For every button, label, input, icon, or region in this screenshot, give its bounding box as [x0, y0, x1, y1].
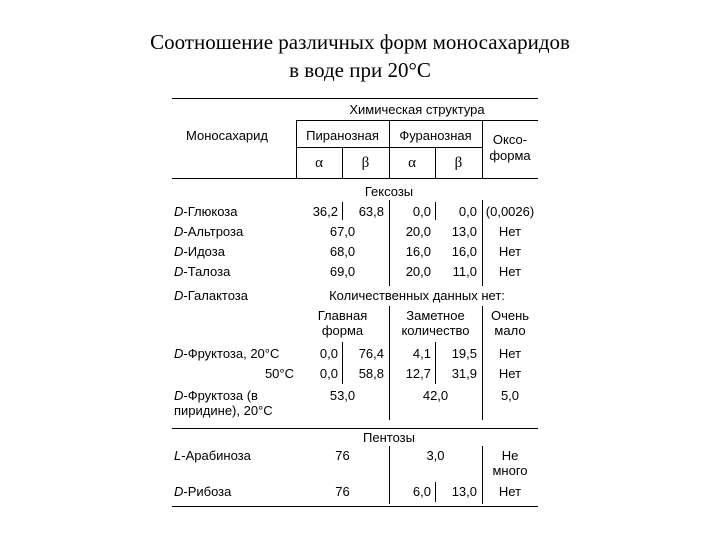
cell-fructose20-pyr-alpha: 0,0 — [319, 346, 338, 361]
cell-fructose20-fur-alpha: 4,1 — [412, 346, 431, 361]
row-arabinose-name: L-Арабиноза — [174, 448, 251, 463]
cell-fructose-pyr-oxo: 5,0 — [500, 388, 520, 403]
cell-fructose20-fur-beta: 19,5 — [451, 346, 477, 361]
cell-idose-fur-alpha: 16,0 — [405, 244, 431, 259]
header-furanose: Фуранозная — [399, 128, 472, 143]
row-ribose-name: D-Рибоза — [174, 484, 232, 499]
title-line-2: в воде при 20°С — [289, 58, 431, 82]
cell-fructose50-pyr-alpha: 0,0 — [319, 366, 338, 381]
header-pyr-alpha: α — [315, 155, 323, 171]
row-galactose-name: D-Галактоза — [174, 288, 248, 303]
header-fur-alpha: α — [408, 155, 416, 171]
row-fructose50-name: 50°С — [264, 366, 294, 381]
cell-glucose-fur-beta: 0,0 — [458, 204, 477, 219]
subheader-main-form-2: форма — [321, 323, 364, 338]
row-idose-name: D-Идоза — [174, 244, 225, 259]
row-talose-name: D-Талоза — [174, 264, 231, 279]
cell-arabinose-pyr: 76 — [335, 448, 350, 463]
row-fructose-pyr-name-2: пиридине), 20°С — [174, 403, 273, 418]
row-altrose-name: D-Альтроза — [174, 224, 244, 239]
cell-arabinose-oxo-2: много — [492, 463, 528, 478]
cell-glucose-fur-alpha: 0,0 — [412, 204, 431, 219]
cell-talose-pyr: 69,0 — [329, 264, 356, 279]
row-fructose-pyr-name-1: D-Фруктоза (в — [174, 388, 258, 403]
header-structure: Химическая структура — [349, 102, 485, 117]
section-pentoses: Пентозы — [363, 430, 415, 445]
cell-ribose-pyr: 76 — [335, 484, 350, 499]
cell-altrose-pyr: 67,0 — [329, 224, 356, 239]
cell-glucose-pyr-beta: 63,8 — [358, 204, 384, 219]
cell-talose-fur-alpha: 20,0 — [405, 264, 431, 279]
cell-fructose-pyr-fur: 42,0 — [422, 388, 449, 403]
header-oxo-line1: Оксо- — [492, 132, 528, 147]
cell-altrose-oxo: Нет — [498, 224, 522, 239]
cell-ribose-oxo: Нет — [498, 484, 522, 499]
cell-glucose-oxo: (0,0026) — [485, 204, 535, 219]
cell-glucose-pyr-alpha: 36,2 — [312, 204, 338, 219]
subheader-notable-1: Заметное — [406, 308, 465, 323]
cell-talose-oxo: Нет — [498, 264, 522, 279]
header-pyranose: Пиранозная — [306, 128, 379, 143]
title-line-1: Соотношение различных форм моносахаридов — [150, 30, 570, 54]
cell-fructose20-pyr-beta: 76,4 — [358, 346, 384, 361]
subheader-notable-2: количество — [401, 323, 470, 338]
cell-fructose50-pyr-beta: 58,8 — [358, 366, 384, 381]
cell-fructose50-fur-beta: 31,9 — [451, 366, 477, 381]
section-hexoses: Гексозы — [364, 184, 414, 199]
header-oxo-line2: форма — [489, 148, 531, 163]
subheader-very-little-1: Очень — [490, 308, 530, 323]
cell-ribose-fur-alpha: 6,0 — [412, 484, 431, 499]
row-glucose-name: D-Глюкоза — [174, 204, 238, 219]
cell-idose-pyr: 68,0 — [329, 244, 356, 259]
cell-idose-fur-beta: 16,0 — [451, 244, 477, 259]
header-monosaccharide: Моносахарид — [186, 128, 269, 143]
cell-talose-fur-beta: 11,0 — [452, 264, 477, 279]
subheader-main-form-1: Главная — [317, 308, 368, 323]
cell-ribose-fur-beta: 13,0 — [451, 484, 477, 499]
subheader-very-little-2: мало — [494, 323, 526, 338]
cell-fructose50-fur-alpha: 12,7 — [405, 366, 431, 381]
header-pyr-beta: β — [361, 155, 370, 171]
cell-fructose50-oxo: Нет — [498, 366, 522, 381]
header-fur-beta: β — [454, 155, 463, 171]
cell-galactose-no-data: Количественных данных нет: — [329, 288, 505, 303]
cell-arabinose-fur: 3,0 — [426, 448, 445, 463]
row-fructose20-name: D-Фруктоза, 20°С — [174, 346, 280, 361]
cell-fructose-pyr-pyr: 53,0 — [329, 388, 356, 403]
monosaccharide-table — [172, 98, 538, 508]
cell-fructose20-oxo: Нет — [498, 346, 522, 361]
cell-arabinose-oxo-1: Не — [501, 448, 519, 463]
cell-idose-oxo: Нет — [498, 244, 522, 259]
cell-altrose-fur-alpha: 20,0 — [405, 224, 431, 239]
cell-altrose-fur-beta: 13,0 — [451, 224, 477, 239]
slide-title — [0, 28, 720, 84]
